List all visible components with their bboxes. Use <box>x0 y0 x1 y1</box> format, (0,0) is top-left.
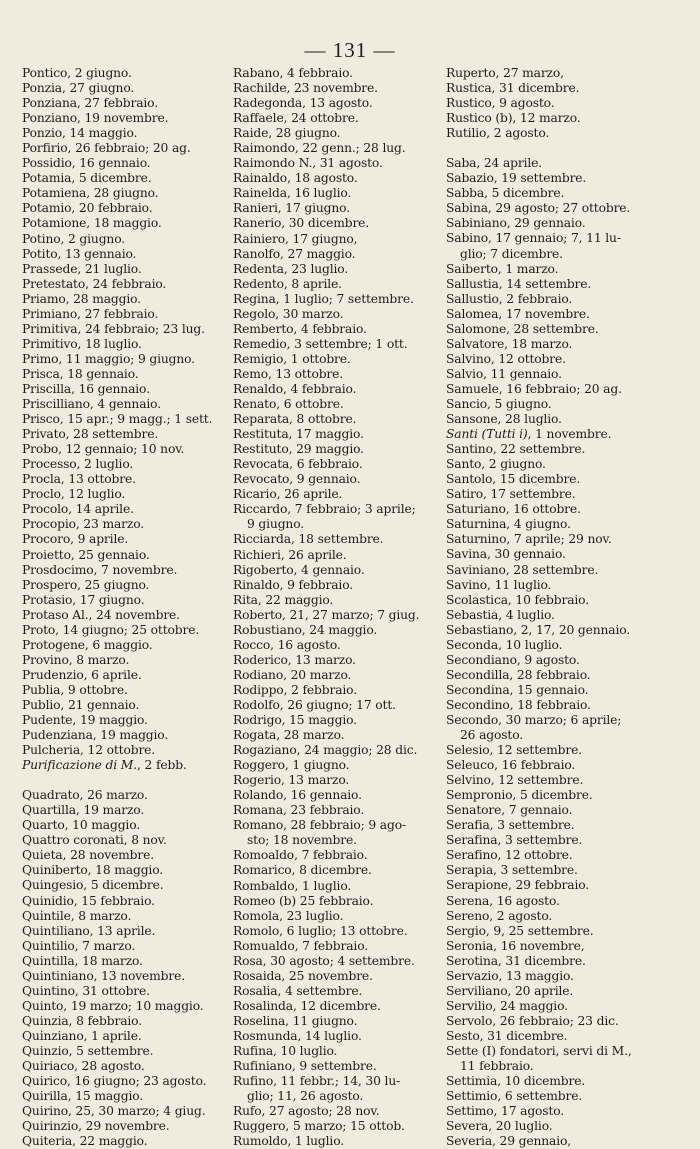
calendar-entry: Prisca, 18 gennaio. <box>22 366 139 381</box>
calendar-entry: Roderico, 13 marzo. <box>233 652 356 667</box>
entries-column-3 <box>446 66 678 1149</box>
calendar-entry: Ponziana, 27 febbraio. <box>22 96 158 111</box>
calendar-entry: Selvino, 12 settembre. <box>446 773 584 788</box>
calendar-entry: Porfirio, 26 febbraio; 20 ag. <box>22 141 191 156</box>
calendar-entry: Potino, 2 giugno. <box>22 231 125 246</box>
calendar-entry: Rigoberto, 4 gennaio. <box>233 562 365 577</box>
calendar-entry: Rustico, 9 agosto. <box>446 96 555 111</box>
calendar-entry: Romolo, 6 luglio; 13 ottobre. <box>233 923 408 938</box>
calendar-entry: Redenta, 23 luglio. <box>233 261 349 276</box>
section-gap <box>446 141 678 156</box>
calendar-entry: Salomone, 28 settembre. <box>446 321 599 336</box>
calendar-entry: Raffaele, 24 ottobre. <box>233 111 359 126</box>
calendar-entry: Rabano, 4 febbraio. <box>233 66 353 80</box>
calendar-entry: Provino, 8 marzo. <box>22 652 130 667</box>
calendar-entry: Savina, 30 gennaio. <box>446 547 566 562</box>
calendar-entry: Regolo, 30 marzo. <box>233 306 344 321</box>
calendar-entry: Salvino, 12 ottobre. <box>446 351 566 366</box>
entry-continuation: 11 febbraio. <box>460 1059 534 1074</box>
calendar-entry: Saturiano, 16 ottobre. <box>446 502 581 517</box>
calendar-entry: Potamiena, 28 giugno. <box>22 186 159 201</box>
calendar-entry: Satiro, 17 settembre. <box>446 487 576 502</box>
calendar-entry: Secondilla, 28 febbraio. <box>446 667 591 682</box>
calendar-entry: Quattro coronati, 8 nov. <box>22 833 167 848</box>
calendar-entry: Privato, 28 settembre. <box>22 427 159 442</box>
calendar-entry: Primiano, 27 febbraio. <box>22 306 159 321</box>
calendar-entry: Settimo, 17 agosto. <box>446 1104 565 1119</box>
calendar-entry: Renaldo, 4 febbraio. <box>233 381 357 396</box>
calendar-entry: Severia, 29 gennaio, <box>446 1134 572 1149</box>
calendar-entry: Quintiniano, 13 novembre. <box>22 968 186 983</box>
calendar-entry: Settimio, 6 settembre. <box>446 1089 583 1104</box>
calendar-entry: Secondina, 15 gennaio. <box>446 682 589 697</box>
page-number: — 131 — <box>304 38 396 62</box>
calendar-entry: Sereno, 2 agosto. <box>446 908 553 923</box>
entries-column-1 <box>22 66 227 1149</box>
calendar-entry: Rocco, 16 agosto. <box>233 637 341 652</box>
calendar-entry: Rainelda, 16 luglio. <box>233 186 352 201</box>
calendar-entry: Proto, 14 giugno; 25 ottobre. <box>22 622 200 637</box>
calendar-entry: Ponzia, 27 giugno. <box>22 81 135 96</box>
calendar-entry: Seconda, 10 luglio. <box>446 637 563 652</box>
calendar-entry: Serapione, 29 febbraio. <box>446 878 590 893</box>
calendar-entry: Proclo, 12 luglio. <box>22 487 126 502</box>
calendar-entry: Potamio, 20 febbraio. <box>22 201 153 216</box>
calendar-entry: Romoaldo, 7 febbraio. <box>233 848 368 863</box>
calendar-entry: Quintilla, 18 marzo. <box>22 953 143 968</box>
calendar-entry: Quadrato, 26 marzo. <box>22 788 148 803</box>
calendar-entry: Romano, 28 febbraio; 9 ago- <box>233 818 406 833</box>
calendar-entry: Saiberto, 1 marzo. <box>446 261 559 276</box>
calendar-entry: Quinzia, 8 febbraio. <box>22 1013 142 1028</box>
calendar-entry: Secondino, 18 febbraio. <box>446 697 591 712</box>
calendar-entry: Possidio, 16 gennaio. <box>22 156 151 171</box>
calendar-entry: Santi (Tutti i), 1 novembre. <box>446 427 612 442</box>
calendar-entry: Remo, 13 ottobre. <box>233 366 344 381</box>
calendar-entry: Ranolfo, 27 maggio. <box>233 246 356 261</box>
calendar-entry: Ricciarda, 18 settembre. <box>233 532 384 547</box>
calendar-entry: Sette (I) fondatori, servi di M., <box>446 1044 632 1058</box>
calendar-entry: Romualdo, 7 febbraio. <box>233 938 368 953</box>
calendar-entry: Riccardo, 7 febbraio; 3 aprile; <box>233 502 416 517</box>
calendar-entry: Roggero, 1 giugno. <box>233 758 350 773</box>
calendar-entry: Quingesio, 5 dicembre. <box>22 878 164 893</box>
calendar-entry: Protogene, 6 maggio. <box>22 637 153 652</box>
calendar-entry: Robustiano, 24 maggio. <box>233 622 378 637</box>
calendar-entry: Quirico, 16 giugno; 23 agosto. <box>22 1074 207 1089</box>
calendar-entry: Rogerio, 13 marzo. <box>233 773 350 788</box>
calendar-entry: Protaso Al., 24 novembre. <box>22 607 180 622</box>
calendar-entry: Rainaldo, 18 agosto. <box>233 171 358 186</box>
calendar-entry: Rufina, 10 luglio. <box>233 1044 338 1059</box>
calendar-entry: Pretestato, 24 febbraio. <box>22 276 167 291</box>
calendar-entry: Rufiniano, 9 settembre. <box>233 1059 377 1074</box>
calendar-entry: Santolo, 15 dicembre. <box>446 472 581 487</box>
calendar-entry: Serafina, 3 settembre. <box>446 833 583 848</box>
calendar-entry: Rita, 22 maggio. <box>233 592 334 607</box>
calendar-entry: Sabba, 5 dicembre. <box>446 186 565 201</box>
calendar-entry: Ricario, 26 aprile. <box>233 487 343 502</box>
calendar-entry: Rustica, 31 dicembre. <box>446 81 580 96</box>
calendar-entry: Raide, 28 giugno. <box>233 126 341 141</box>
calendar-entry: Santo, 2 giugno. <box>446 457 546 472</box>
entry-continuation: glio; 11, 26 agosto. <box>247 1089 364 1104</box>
calendar-entry: Sallustia, 14 settembre. <box>446 276 592 291</box>
calendar-entry: Restituta, 17 maggio. <box>233 427 364 442</box>
calendar-entry: Pontico, 2 giugno. <box>22 66 132 80</box>
calendar-entry: Rosmunda, 14 luglio. <box>233 1029 362 1043</box>
calendar-entry: Priamo, 28 maggio. <box>22 291 141 306</box>
calendar-entry: Rolando, 16 gennaio. <box>233 788 362 803</box>
calendar-entry: Primitiva, 24 febbraio; 23 lug. <box>22 321 205 336</box>
calendar-entry: Publia, 9 ottobre. <box>22 682 128 697</box>
calendar-entry: Rufino, 11 febbr.; 14, 30 lu- <box>233 1074 401 1089</box>
calendar-entry: Remigio, 1 ottobre. <box>233 351 351 366</box>
calendar-entry: Primitivo, 18 luglio. <box>22 336 142 351</box>
calendar-entry: Sebastiano, 2, 17, 20 gennaio. <box>446 622 631 637</box>
calendar-entry: Servolo, 26 febbraio; 23 dic. <box>446 1013 619 1028</box>
calendar-entry: Quiteria, 22 maggio. <box>22 1134 148 1149</box>
calendar-entry: Rufo, 27 agosto; 28 nov. <box>233 1104 380 1119</box>
calendar-entry: Ranieri, 17 giugno. <box>233 201 350 216</box>
calendar-entry: Rodolfo, 26 giugno; 17 ott. <box>233 697 396 712</box>
calendar-entry: Revocato, 9 gennaio. <box>233 472 361 487</box>
calendar-entry: Sallustio, 2 febbraio. <box>446 291 573 306</box>
calendar-entry: Rachilde, 23 novembre. <box>233 81 378 96</box>
calendar-entry: Sesto, 31 dicembre. <box>446 1028 568 1043</box>
calendar-entry: Procoro, 9 aprile. <box>22 532 129 547</box>
calendar-entry: Rogata, 28 marzo. <box>233 728 345 743</box>
calendar-entry: Saviniano, 28 settembre. <box>446 562 599 577</box>
calendar-entry: Raimondo, 22 genn.; 28 lug. <box>233 141 406 156</box>
calendar-entry: Prassede, 21 luglio. <box>22 261 142 276</box>
calendar-entry: Potamione, 18 maggio. <box>22 216 162 231</box>
calendar-entry: Pulcheria, 12 ottobre. <box>22 743 156 758</box>
calendar-entry: Rosaida, 25 novembre. <box>233 968 373 983</box>
calendar-entry: Sancio, 5 giugno. <box>446 396 552 411</box>
calendar-entry: Primo, 11 maggio; 9 giugno. <box>22 351 195 366</box>
calendar-entry: Secondo, 30 marzo; 6 aprile; <box>446 712 622 727</box>
calendar-entry: Serafia, 3 settembre. <box>446 818 575 833</box>
calendar-entry: Radegonda, 13 agosto. <box>233 96 373 111</box>
calendar-entry: Pudenziana, 19 maggio. <box>22 728 169 743</box>
calendar-entry: Revocata, 6 febbraio. <box>233 457 363 472</box>
calendar-entry: Quirino, 25, 30 marzo; 4 giug. <box>22 1104 206 1119</box>
calendar-entry: Richieri, 26 aprile. <box>233 547 347 562</box>
calendar-entry: Sabazio, 19 settembre. <box>446 171 587 186</box>
calendar-entry: Ruggero, 5 marzo; 15 ottob. <box>233 1119 405 1134</box>
calendar-entry: Salvatore, 18 marzo. <box>446 336 573 351</box>
calendar-entry: Rosa, 30 agosto; 4 settembre. <box>233 953 415 968</box>
calendar-entry: Ranerio, 30 dicembre. <box>233 216 370 231</box>
calendar-entry: Quinidio, 15 febbraio. <box>22 893 155 908</box>
calendar-entry: Quintino, 31 ottobre. <box>22 983 150 998</box>
calendar-entry: Ponziano, 19 novembre. <box>22 111 169 126</box>
calendar-entry: Senatore, 7 gennaio. <box>446 803 573 818</box>
calendar-entry: Restituto, 29 maggio. <box>233 442 364 457</box>
calendar-entry: Saba, 24 aprile. <box>446 156 543 171</box>
calendar-entry: Rombaldo, 1 luglio. <box>233 878 352 893</box>
calendar-entry: Romana, 23 febbraio. <box>233 803 365 818</box>
calendar-entry: Scolastica, 10 febbraio. <box>446 592 589 607</box>
calendar-entry: Prisco, 15 apr.; 9 magg.; 1 sett. <box>22 412 213 427</box>
calendar-entry: Prosdocimo, 7 novembre. <box>22 562 178 577</box>
calendar-entry: Severa, 20 luglio. <box>446 1119 553 1134</box>
entry-continuation: glio; 7 dicembre. <box>460 246 563 261</box>
calendar-entry: Rodrigo, 15 maggio. <box>233 713 357 728</box>
calendar-entry: Remedio, 3 settembre; 1 ott. <box>233 336 408 351</box>
calendar-entry: Selesio, 12 settembre. <box>446 743 582 758</box>
calendar-entry: Proietto, 25 gennaio. <box>22 547 150 562</box>
calendar-entry: Serafino, 12 ottobre. <box>446 848 573 863</box>
calendar-entry: Seronia, 16 novembre, <box>446 938 585 953</box>
calendar-entry: Serena, 16 agosto. <box>446 893 560 908</box>
calendar-entry: Procla, 13 ottobre. <box>22 472 136 487</box>
calendar-entry: Saturnina, 4 giugno. <box>446 517 571 532</box>
calendar-entry: Sempronio, 5 dicembre. <box>446 788 593 803</box>
calendar-entry: Servazio, 13 maggio. <box>446 968 574 983</box>
calendar-entry: Potito, 13 gennaio. <box>22 246 137 261</box>
calendar-entry: Ruperto, 27 marzo, <box>446 66 564 80</box>
calendar-entry: Sabina, 29 agosto; 27 ottobre. <box>446 201 631 216</box>
calendar-entry: Seleuco, 16 febbraio. <box>446 758 576 773</box>
calendar-entry: Ponzio, 14 maggio. <box>22 126 138 141</box>
calendar-entry: Quirilla, 15 maggio. <box>22 1089 144 1104</box>
calendar-entry: Sabiniano, 29 gennaio. <box>446 216 586 231</box>
calendar-entry: Serapia, 3 settembre. <box>446 863 578 878</box>
calendar-entry: Sergio, 9, 25 settembre. <box>446 923 594 938</box>
calendar-entry: Romola, 23 luglio. <box>233 908 344 923</box>
calendar-entry: Rodiano, 20 marzo. <box>233 667 352 682</box>
entry-continuation: 26 agosto. <box>460 728 524 743</box>
calendar-entry: Saturnino, 7 aprile; 29 nov. <box>446 532 612 547</box>
calendar-entry: Publio, 21 gennaio. <box>22 697 140 712</box>
calendar-entry: Sebastia, 4 luglio. <box>446 607 555 622</box>
calendar-entry: Reparata, 8 ottobre. <box>233 412 357 427</box>
calendar-entry: Priscilla, 16 gennaio. <box>22 381 150 396</box>
calendar-entry: Santino, 22 settembre. <box>446 442 586 457</box>
calendar-entry: Quintilio, 7 marzo. <box>22 938 136 953</box>
calendar-entry: Quarto, 10 maggio. <box>22 818 140 833</box>
calendar-entry: Quintiliano, 13 aprile. <box>22 923 156 938</box>
calendar-entry: Procopio, 23 marzo. <box>22 517 145 532</box>
calendar-entry: Rinaldo, 9 febbraio. <box>233 577 354 592</box>
calendar-entry: Rumoldo, 1 luglio. <box>233 1134 344 1149</box>
calendar-entry: Rodippo, 2 febbraio. <box>233 682 357 697</box>
calendar-entry: Procolo, 14 aprile. <box>22 502 134 517</box>
entry-continuation: 9 giugno. <box>247 517 304 532</box>
calendar-entry: Pudente, 19 maggio. <box>22 713 148 728</box>
calendar-entry: Quartilla, 19 marzo. <box>22 803 145 818</box>
calendar-entry: Rosalinda, 12 dicembre. <box>233 998 381 1013</box>
calendar-entry: Processo, 2 luglio. <box>22 457 134 472</box>
entries-column-2 <box>233 66 439 1149</box>
calendar-entry: Quirinzio, 29 novembre. <box>22 1119 170 1134</box>
calendar-entry: Redento, 8 aprile. <box>233 276 342 291</box>
calendar-entry: Rutilio, 2 agosto. <box>446 126 550 141</box>
calendar-entry: Quinziano, 1 aprile. <box>22 1028 142 1043</box>
calendar-entry: Quiniberto, 18 maggio. <box>22 863 163 878</box>
calendar-entry: Regina, 1 luglio; 7 settembre. <box>233 291 414 306</box>
section-gap <box>22 773 227 788</box>
calendar-entry: Secondiano, 9 agosto. <box>446 652 580 667</box>
calendar-entry: Romarico, 8 dicembre. <box>233 863 372 878</box>
calendar-entry: Potamia, 5 dicembre. <box>22 171 152 186</box>
calendar-entry: Savino, 11 luglio. <box>446 577 552 592</box>
calendar-entry: Quinzio, 5 settembre. <box>22 1044 154 1058</box>
calendar-entry: Quieta, 28 novembre. <box>22 848 155 863</box>
calendar-entry: Samuele, 16 febbraio; 20 ag. <box>446 381 622 396</box>
calendar-entry: Prospero, 25 giugno. <box>22 577 150 592</box>
calendar-entry: Serotina, 31 dicembre. <box>446 953 586 968</box>
calendar-entry: Renato, 6 ottobre. <box>233 397 344 412</box>
calendar-entry: Sansone, 28 luglio. <box>446 412 562 427</box>
calendar-entry: Rustico (b), 12 marzo. <box>446 111 581 126</box>
calendar-entry: Salomea, 17 novembre. <box>446 306 590 321</box>
calendar-entry: Romeo (b) 25 febbraio. <box>233 893 374 908</box>
calendar-entry: Salvio, 11 gennaio. <box>446 366 562 381</box>
calendar-entry: Settimia, 10 dicembre. <box>446 1074 586 1089</box>
calendar-entry: Sabino, 17 gennaio; 7, 11 lu- <box>446 231 621 246</box>
calendar-entry: Protasio, 17 giugno. <box>22 592 145 607</box>
calendar-entry: Rogaziano, 24 maggio; 28 dic. <box>233 743 418 758</box>
calendar-entry: Serviliano, 20 aprile. <box>446 983 574 998</box>
calendar-entry: Probo, 12 gennaio; 10 nov. <box>22 442 185 457</box>
calendar-entry: Roberto, 21, 27 marzo; 7 giug. <box>233 607 420 622</box>
calendar-entry: Quintile, 8 marzo. <box>22 908 132 923</box>
calendar-entry: Rosalia, 4 settembre. <box>233 983 363 998</box>
calendar-entry: Purificazione di M., 2 febb. <box>22 758 187 773</box>
entry-continuation: sto; 18 novembre. <box>247 833 357 848</box>
calendar-entry: Quinto, 19 marzo; 10 maggio. <box>22 998 204 1013</box>
calendar-entry: Rainiero, 17 giugno, <box>233 231 358 246</box>
calendar-entry: Remberto, 4 febbraio. <box>233 321 367 336</box>
calendar-entry: Priscilliano, 4 gennaio. <box>22 397 161 412</box>
calendar-entry: Raimondo N., 31 agosto. <box>233 156 383 171</box>
calendar-entry: Roselina, 11 giugno. <box>233 1013 358 1028</box>
calendar-entry: Quiriaco, 28 agosto. <box>22 1059 145 1074</box>
calendar-entry: Prudenzio, 6 aprile. <box>22 667 142 682</box>
calendar-entry: Servilio, 24 maggio. <box>446 998 568 1013</box>
